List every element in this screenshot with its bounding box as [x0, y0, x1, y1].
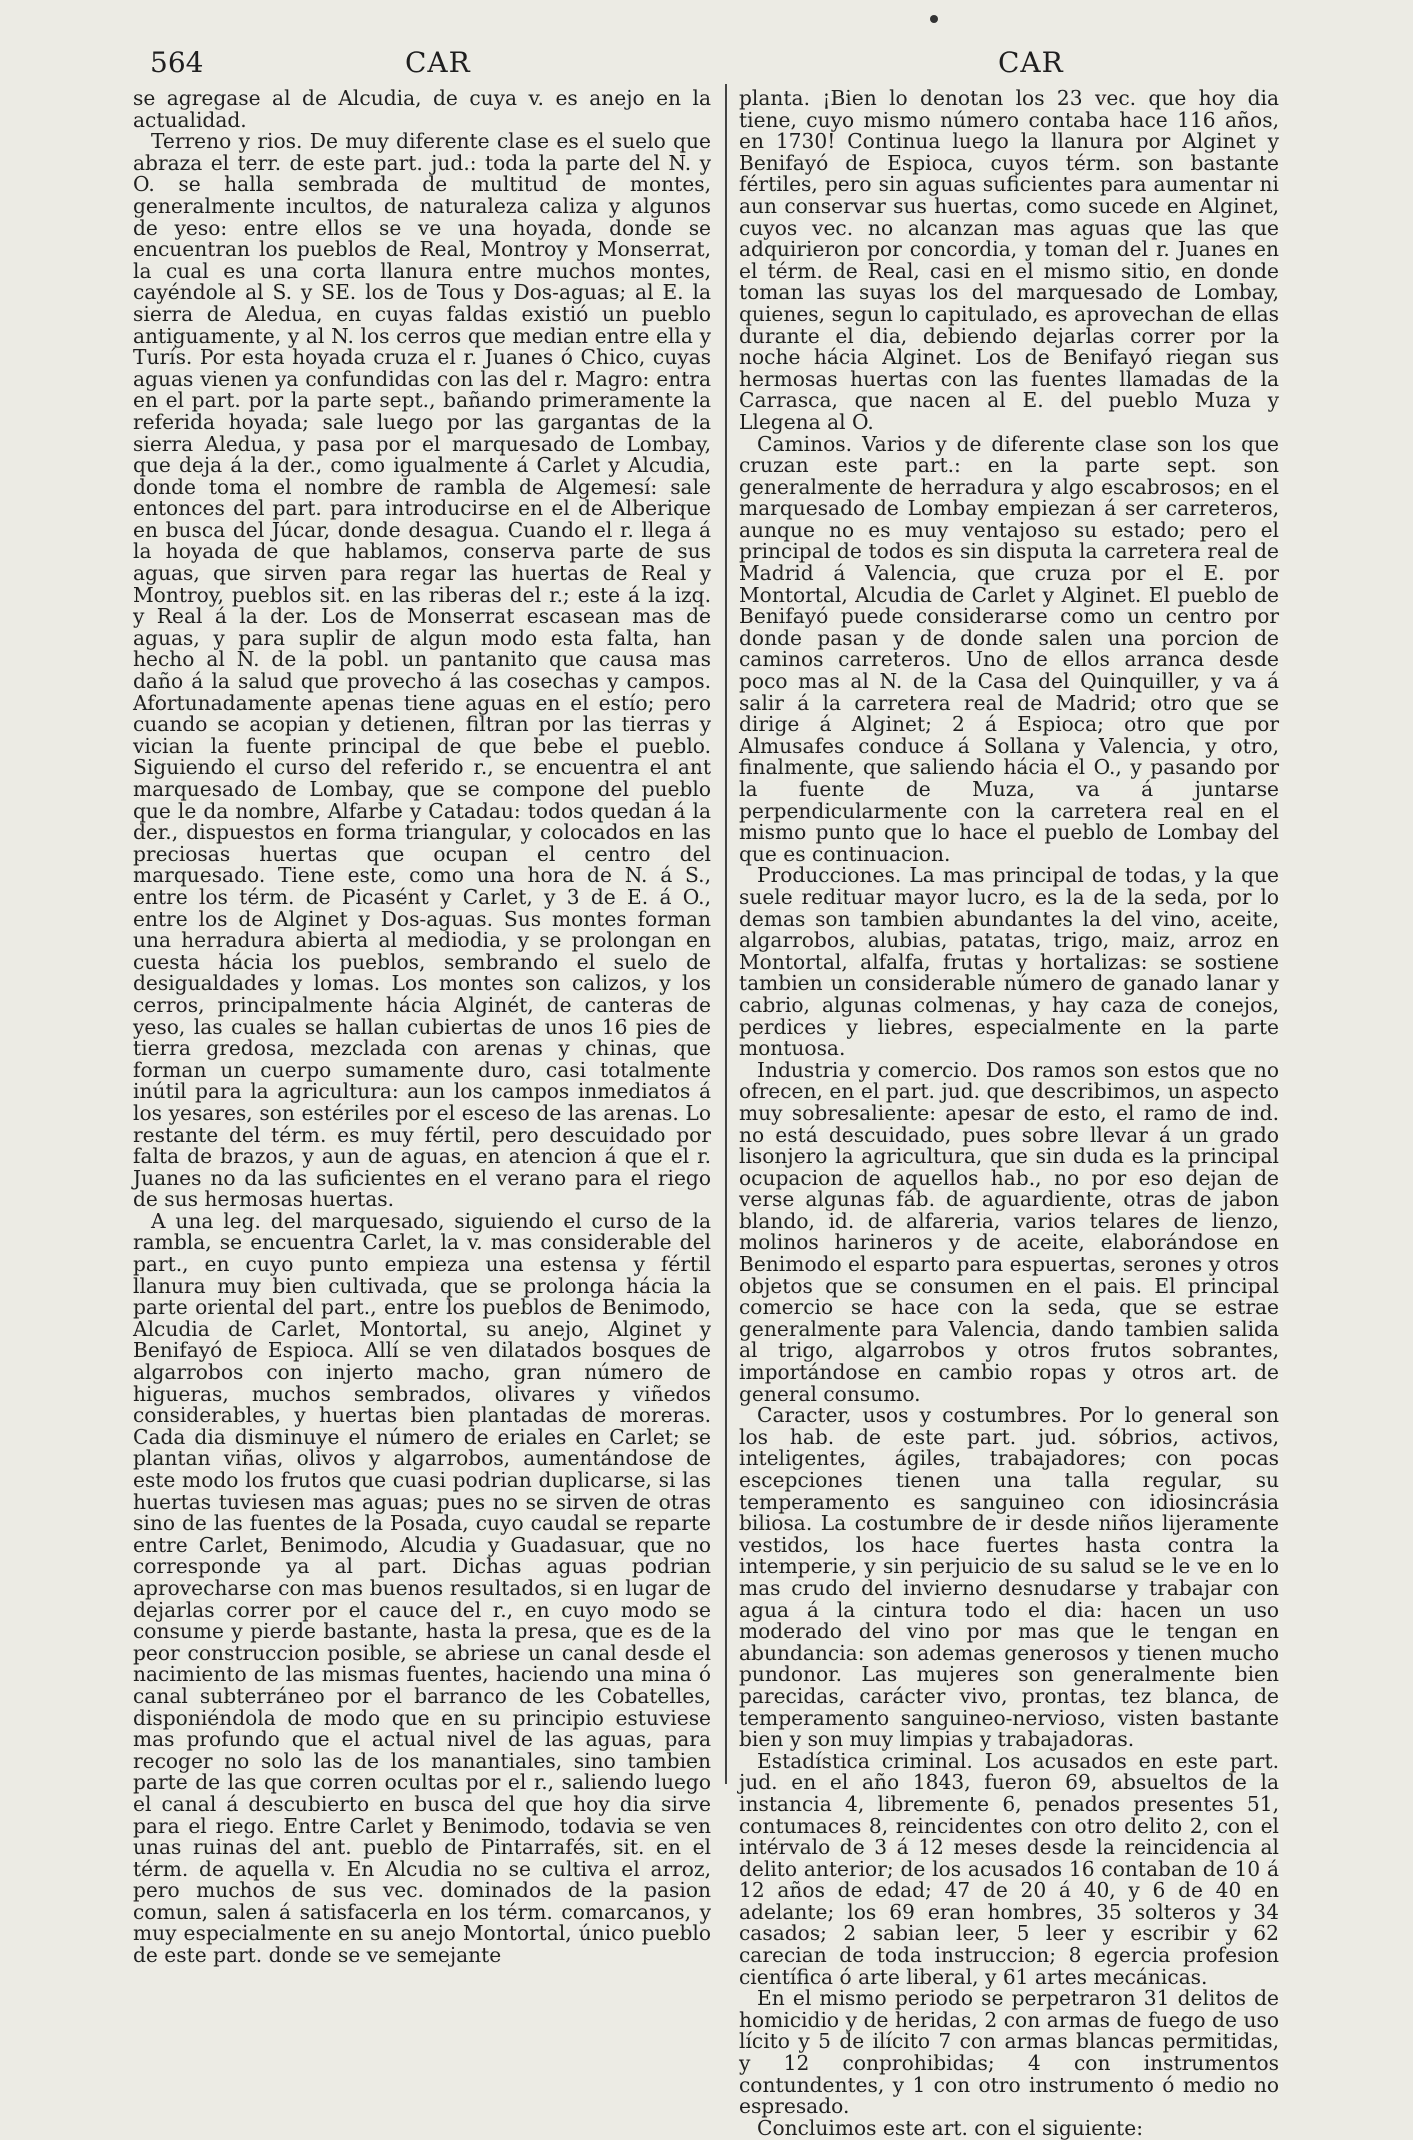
left-column [133, 88, 711, 1967]
paragraph: Caracter, usos y costumbres. Por lo general son los hab. de este part. jud. sóbrios, activos, inteligentes, ágiles, trabajadores; con pocas escepciones tienen una talla regular, su temperamento es sanguineo con idiosincrásia biliosa. La costumbre de ir desde niños lijeramente vestidos, los hace fuertes hasta contra la intemperie, y sin perjuicio de su salud se le ve en lo mas crudo del invierno desnudarse y trabajar con agua á la cintura todo el dia: hacen un uso moderado del vino por mas que le tengan en abundancia: son ademas generosos y tienen mucho pundonor. Las mujeres son generalmente bien parecidas, carácter vivo, prontas, tez blanca, de temperamento sanguineo-nervioso, visten bastante bien y son muy limpias y trabajadoras. [739, 1403, 1279, 1752]
paragraph: Estadística criminal. Los acusados en este part. jud. en el año 1843, fueron 69, absueltos de la instancia 4, libremente 6, penados presentes 51, contumaces 8, reincidentes con otro delito 2, con el intérvalo de 3 á 12 meses desde la reincidencia al delito anterior; de los acusados 16 contaban de 10 á 12 años de edad; 47 de 20 á 40, y 6 de 40 en adelante; los 69 eran hombres, 35 solteros y 34 casados; 2 sabian leer, 5 leer y escribir y 62 carecian de toda instruccion; 8 egercia profesion científica ó arte liberal, y 61 artes mecánicas. [739, 1748, 1279, 1989]
paragraph: planta. ¡Bien lo denotan los 23 vec. que hoy dia tiene, cuyo mismo número contaba hace 116 años, en 1730! Continua luego la llanura por Alginet y Benifayó de Espioca, cuyos térm. son bastante fértiles, pero sin aguas suficientes para aumentar ni aun conservar sus huertas, como sucede en Alginet, cuyos vec. no alcanzan mas aguas que las que adquirieron por concordia, y toman del r. Juanes en el térm. de Real, casi en el mismo sitio, en donde toman las suyas los del marquesado de Lombay, quienes, segun lo capitulado, es aprovechan de ellas durante el dia, debiendo dejarlas correr por la noche hácia Alginet. Los de Benifayó riegan sus hermosas huertas con las fuentes llamadas de la Carrasca, que nacen al E. del pueblo Muza y Llegena al O. [739, 86, 1279, 434]
paragraph: En el mismo periodo se perpetraron 31 delitos de homicidio y de heridas, 2 con armas de fuego de uso lícito y 5 de ilícito 7 con armas blancas permitidas, y 12 conprohibidas; 4 con instrumentos contundentes, y 1 con otro instrumento ó medio no espresado. [739, 1986, 1279, 2119]
paragraph: Industria y comercio. Dos ramos son estos que no ofrecen, en el part. jud. que describimos, un aspecto muy sobresaliente: apesar de esto, el ramo de ind. no está descuidado, pues sobre llevar á un grado lisonjero la agricultura, que sin duda es la principal ocupacion de aquellos hab., no por eso dejan de verse algunas fáb. de aguardiente, otras de jabon blando, id. de alfareria, varios telares de lienzo, molinos harineros y de aceite, elaborándose en Benimodo el esparto para espuertas, serones y otros objetos que se consumen en el pais. El principal comercio se hace con la seda, que se estrae generalmente para Valencia, dando tambien salida al trigo, algarrobos y otros frutos sobrantes, importándose en cambio ropas y otros art. de general consumo. [739, 1057, 1279, 1406]
paragraph: Caminos. Varios y de diferente clase son los que cruzan este part.: en la parte sept. son generalmente de herradura y algo escabrosos; en el marquesado de Lombay empiezan á ser carreteros, aunque no es muy ventajoso su estado; pero el principal de todos es sin disputa la carretera real de Madrid á Valencia, que cruza por el E. por Montortal, Alcudia de Carlet y Alginet. El pueblo de Benifayó puede considerarse como un centro por donde pasan y de donde salen una porcion de caminos carreteros. Uno de ellos arranca desde poco mas al N. de la Casa del Quinquiller, y va á salir á la carretera real de Madrid; otro que se dirige á Alginet; 2 á Espioca; otro que por Almusafes conduce á Sollana y Valencia, y otro, finalmente, que saliendo hácia el O., y pasando por la fuente de Muza, va á juntarse perpendicularmente con la carretera real en el mismo punto que lo hace el pueblo de Lombay del que es continuacion. [739, 431, 1279, 866]
paragraph: se agregase al de Alcudia, de cuya v. es anejo en la actualidad. [133, 86, 711, 132]
paragraph: Concluimos este art. con el siguiente: [757, 2115, 1144, 2140]
column-divider [725, 84, 727, 1784]
page-number: 564 [150, 46, 204, 79]
paragraph: A una leg. del marquesado, siguiendo el curso de la rambla, se encuentra Carlet, la v. mas considerable del part., en cuyo punto empieza una estensa y fértil llanura muy bien cultivada, que se prolonga hácia la parte oriental del part., entre los pueblos de Benimodo, Alcudia de Carlet, Montortal, su anejo, Alginet y Benifayó de Espioca. Allí se ven dilatados bosques de algarrobos con injerto macho, gran número de higueras, muchos sembrados, olivares y viñedos considerables, y huertas bien plantadas de moreras. Cada dia disminuye el número de eriales en Carlet; se plantan viñas, olivos y algarrobos, aumentándose de este modo los frutos que cuasi podrian duplicarse, si las huertas tuviesen mas aguas; pues no se sirven de otras sino de las fuentes de la Posada, cuyo caudal se reparte entre Carlet, Benimodo, Alcudia y Guadasuar, que no corresponde ya al part. Dichas aguas podrian aprovecharse con mas buenos resultados, si en lugar de dejarlas correr por el cauce del r., en cuyo modo se consume y pierde bastante, hasta la presa, que es de la peor construccion posible, se abriese un canal desde el nacimiento de las mismas fuentes, haciendo una mina ó canal subterráneo por el barranco de les Cobatelles, disponiéndola de modo que en su principio estuviese mas profundo que el actual nivel de las aguas, para recoger no solo las de los manantiales, sino tambien parte de las que corren ocultas por el r., saliendo luego el canal á descubierto en busca del que hoy dia sirve para el riego. Entre Carlet y Benimodo, todavia se ven unas ruinas del ant. pueblo de Pintarrafés, sit. en el térm. de aquella v. En Alcudia no se cultiva el arroz, pero muchos de sus vec. dominados de la pasion comun, salen á satisfacerla en los térm. comarcanos, y muy especialmente en su anejo Montortal, único pueblo de este part. donde se ve semejante [133, 1208, 711, 1968]
running-head-right: CAR [998, 46, 1064, 79]
paragraph: Terreno y rios. De muy diferente clase es el suelo que abraza el terr. de este part. jud.: toda la parte del N. y O. se halla sembrada de multitud de montes, generalmente incultos, de naturaleza caliza y algunos de yeso: entre ellos se ve una hoyada, donde se encuentran los pueblos de Real, Montroy y Monserrat, la cual es una corta llanura entre muchos montes, cayéndole al S. y SE. los de Tous y Dos-aguas; al E. la sierra de Aledua, en cuyas faldas existió un pueblo antiguamente, y al N. los cerros que median entre ella y Turís. Por esta hoyada cruza el r. Juanes ó Chico, cuyas aguas vienen ya confundidas con las del r. Magro: entra en el part. por la parte sept., bañando primeramente la referida hoyada; sale luego por las gargantas de la sierra Aledua, y pasa por el marquesado de Lombay, que deja á la der., como igualmente á Carlet y Alcudia, donde toma el nombre de rambla de Algemesí: sale entonces del part. para introducirse en el de Alberique en busca del Júcar, donde desagua. Cuando el r. llega á la hoyada de que hablamos, conserva parte de sus aguas, que sirven para regar las huertas de Real y Montroy, pueblos sit. en las riberas del r.; este á la izq. y Real á la der. Los de Monserrat escasean mas de aguas, y para suplir de algun modo esta falta, han hecho al N. de la pobl. un pantanito que causa mas daño á la salud que provecho á las cosechas y campos. Afortunadamente apenas tiene aguas en el estío; pero cuando se acopian y detienen, filtran por las tierras y vician la fuente principal de que bebe el pueblo. Siguiendo el curso del referido r., se encuentra el ant marquesado de Lombay, que se compone del pueblo que le da nombre, Alfarbe y Catadau: todos quedan á la der., dispuestos en forma triangular, y colocados en las preciosas huertas que ocupan el centro del marquesado. Tiene este, como una hora de N. á S., entre los térm. de Picasént y Carlet, y 3 de E. á O., entre los de Alginet y Dos-aguas. Sus montes forman una herradura abierta al mediodia, y se prolongan en cuesta hácia los pueblos, sembrando el suelo de desigualdades y lomas. Los montes son calizos, y los cerros, principalmente hácia Alginét, de canteras de yeso, las cuales se hallan cubiertas de unos 16 pies de tierra gredosa, mezclada con arenas y chinas, que forman un cuerpo sumamente duro, casi totalmente inútil para la agricultura: aun los campos inmediatos á los yesares, son estériles por el esceso de las arenas. Lo restante del térm. es muy fértil, pero descuidado por falta de brazos, y aun de aguas, en atencion á que el r. Juanes no da las suficientes en el verano para el riego de sus hermosas huertas. [133, 129, 711, 1212]
right-column [739, 88, 1279, 2139]
paragraph: Producciones. La mas principal de todas, y la que suele redituar mayor lucro, es la de la seda, por lo demas son tambien abundantes la del vino, aceite, algarrobos, alubias, patatas, trigo, maiz, arroz en Montortal, alfalfa, frutas y hortalizas: se sostiene tambien un considerable número de ganado lanar y cabrio, algunas colmenas, y hay caza de conejos, perdices y liebres, especialmente en la parte montuosa. [739, 863, 1279, 1061]
ink-mark [930, 15, 938, 23]
running-head-left: CAR [405, 46, 471, 79]
